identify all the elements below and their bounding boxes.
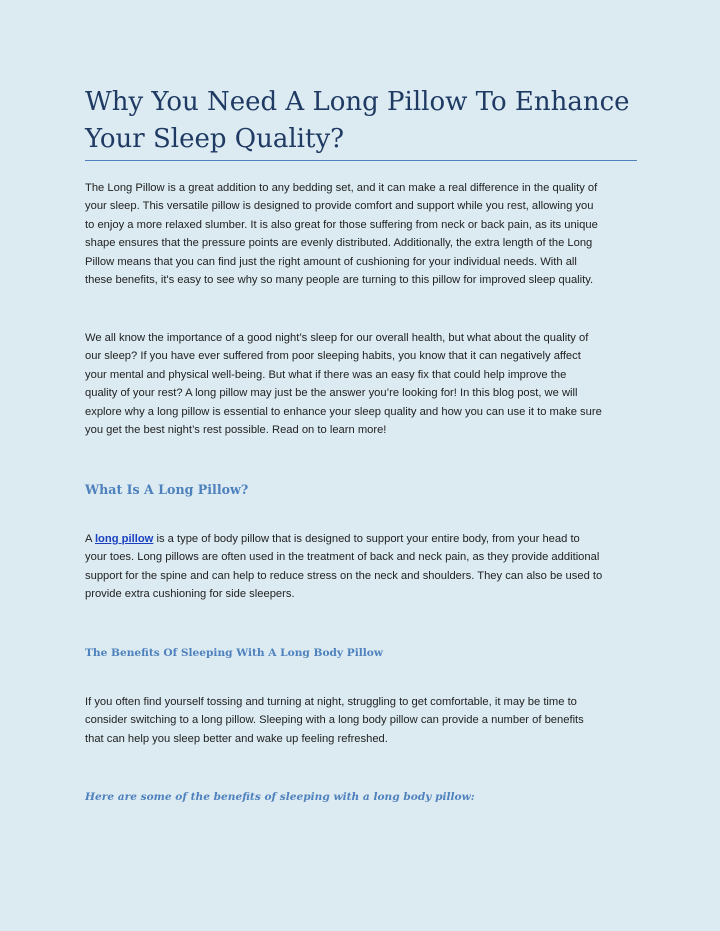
paragraph-line: our sleep? If you have ever suffered from poor sleeping habits, you know that it can negatively affect — [85, 350, 581, 363]
paragraph-line: that can help you sleep better and wake up feeling refreshed. — [85, 732, 388, 745]
title-underline-rule — [85, 160, 637, 161]
section-heading-benefits: The Benefits Of Sleeping With A Long Body Pillow — [85, 647, 383, 659]
paragraph-line: these benefits, it's easy to see why so many people are turning to this pillow for improved sleep quality. — [85, 274, 594, 287]
paragraph-line: explore why a long pillow is essential to enhance your sleep quality and how you can use it to make sure — [85, 405, 602, 418]
paragraph-line — [85, 530, 637, 548]
section-heading-what-is-long-pillow: What Is A Long Pillow? — [85, 482, 249, 497]
paragraph-line: support for the spine and can help to reduce stress on the neck and shoulders. They can also be used to — [85, 569, 603, 582]
paragraph-line: shape ensures that the pressure points are evenly distributed. Additionally, the extra length of the Long — [85, 237, 593, 250]
paragraph-line: We all know the importance of a good night’s sleep for our overall health, but what about the quality of — [85, 332, 589, 344]
paragraph-line: your toes. Long pillows are often used in the treatment of back and neck pain, as they provide additional — [85, 551, 600, 564]
section-heading-benefits-list-intro: Here are some of the benefits of sleeping with a long body pillow: — [85, 791, 475, 803]
paragraph-line: to enjoy a more relaxed slumber. It is also great for those suffering from neck or back pain, as its unique — [85, 218, 598, 231]
page-title: Why You Need A Long Pillow To Enhance Your Sleep Quality? — [85, 87, 630, 154]
line-suffix: is a type of body pillow that is designed to support your entire body, from your head to — [153, 533, 580, 545]
paragraph-line: consider switching to a long pillow. Sleeping with a long body pillow can provide a number of benefits — [85, 714, 584, 727]
long-pillow-link[interactable]: long pillow — [94, 533, 154, 545]
line-prefix: A — [85, 533, 95, 545]
paragraph-line: The Long Pillow is a great addition to any bedding set, and it can make a real difference in the quality of — [85, 182, 598, 194]
what-is-paragraph — [85, 530, 637, 604]
benefits-paragraph — [85, 693, 637, 748]
paragraph-line: your sleep. This versatile pillow is designed to provide comfort and support while you rest, allowing you — [85, 200, 594, 213]
intro-paragraph — [85, 179, 637, 289]
paragraph-line: Pillow means that you can find just the right amount of cushioning for your individual needs. With all — [85, 255, 577, 268]
paragraph-line: your mental and physical well-being. But what if there was an easy fix that could help improve the — [85, 368, 567, 381]
paragraph-line: provide extra cushioning for side sleepers. — [85, 588, 295, 601]
paragraph-line: If you often find yourself tossing and turning at night, struggling to get comfortable, it may be time to — [85, 696, 577, 708]
paragraph-line: quality of your rest? A long pillow may just be the answer you’re looking for! In this blog post, we will — [85, 387, 578, 400]
second-paragraph — [85, 329, 637, 439]
paragraph-line: you get the best night’s rest possible. Read on to learn more! — [85, 424, 387, 437]
